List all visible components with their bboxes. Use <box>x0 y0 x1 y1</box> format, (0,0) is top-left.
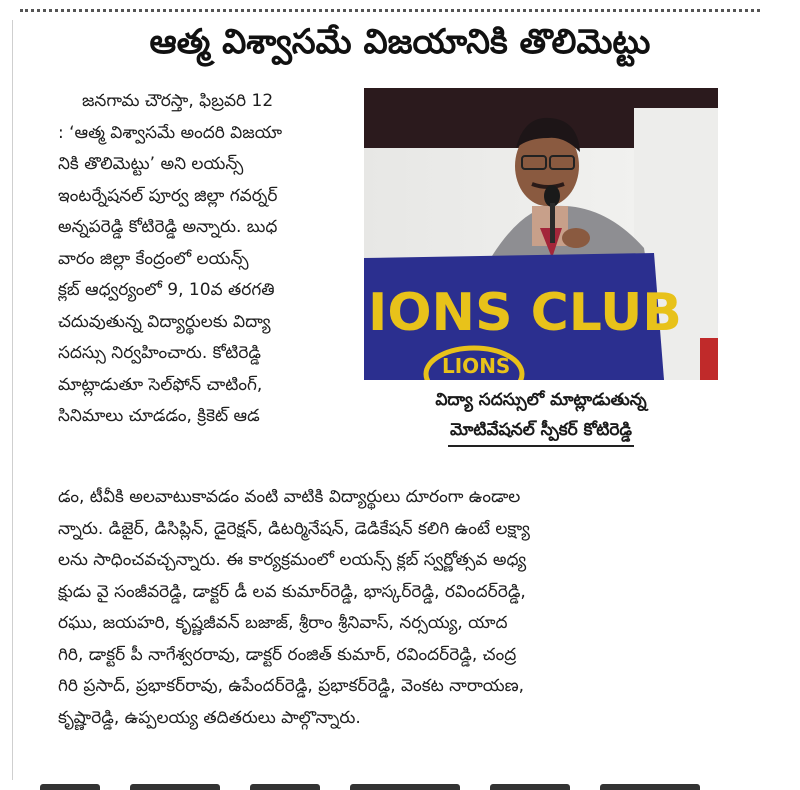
article-body-text <box>58 482 720 734</box>
next-article-fragment <box>0 778 800 790</box>
cut-off-glyph <box>250 784 320 790</box>
photo-caption <box>364 385 718 447</box>
article-column-text <box>58 86 354 433</box>
column-line: వారం జిల్లా కేంద్రంలో లయన్స్ <box>58 248 249 269</box>
banner-text: IONS CLUB <box>368 283 682 343</box>
cut-off-glyph <box>490 784 570 790</box>
caption-line: విద్యా సదస్సులో మాట్లాడుతున్న <box>435 390 647 410</box>
column-line: సదస్సు నిర్వహించారు. కోటిరెడ్డి <box>58 343 262 363</box>
column-line: నికి తొలిమెట్టు’ అని లయన్స్ <box>58 154 244 174</box>
emblem-text: LIONS <box>442 354 511 378</box>
column-line: క్లబ్ ఆధ్వర్యంలో 9, 10వ తరగతి <box>58 280 275 300</box>
article-headline: ఆత్మ విశ్వాసమే విజయానికి తొలిమెట్టు <box>149 22 651 62</box>
body-line: డం, టీవీకి అలవాటుకావడం వంటి వాటికి విద్యార్థులు దూరంగా ఉండాల <box>58 487 521 507</box>
body-line: గిరి ప్రసాద్, ప్రభాకర్‌రావు, ఉపేందర్‌రెడ్డి, ప్రభాకర్‌రెడ్డి, వెంకట నారాయణ, <box>58 676 525 696</box>
speaker-photo-illustration <box>364 88 718 380</box>
column-line: చదువుతున్న విద్యార్థులకు విద్యా <box>58 311 271 332</box>
article-photo <box>364 88 718 380</box>
column-line: ఇంటర్నేషనల్ పూర్వ జిల్లా గవర్నర్ <box>58 185 278 206</box>
column-line: సినిమాలు చూడడం, క్రికెట్ ఆడ <box>58 406 260 426</box>
body-line: కృష్ణారెడ్డి, ఉప్పలయ్య తదితరులు పాల్గొన్నారు. <box>58 707 361 728</box>
column-line: జనగామ చౌరస్తా, ఫిబ్రవరి 12 <box>82 91 274 111</box>
column-line: : ‘ఆత్మ విశ్వాసమే అందరి విజయా <box>58 122 283 143</box>
cut-off-glyph <box>40 784 100 790</box>
cut-off-glyph <box>130 784 220 790</box>
column-line: అన్నపరెడ్డి కోటిరెడ్డి అన్నారు. బుధ <box>58 217 278 237</box>
caption-line: మోటివేషనల్ స్పీకర్ కోటిరెడ్డి <box>448 415 634 447</box>
cut-off-glyph <box>350 784 460 790</box>
column-divider <box>12 20 13 780</box>
cut-off-glyph <box>600 784 700 790</box>
body-line: లను సాధించవచ్చన్నారు. ఈ కార్యక్రమంలో లయన్స్ క్లబ్ స్వర్ణోత్సవ అధ్య <box>58 550 527 570</box>
body-line: రఘు, జయహరి, కృష్ణజీవన్ బజాజ్, శ్రీరాం శ్రీనివాస్, నర్సయ్య, యాద <box>58 613 508 633</box>
previous-article-fragment <box>0 0 800 14</box>
column-line: మాట్లాడుతూ సెల్‌ఫోన్ చాటింగ్, <box>58 374 263 395</box>
body-line: గిరి, డాక్టర్ పీ నాగేశ్వరరావు, డాక్టర్ రంజిత్ కుమార్, రవిందర్‌రెడ్డి, చంద్ర <box>58 644 517 665</box>
body-line: న్నారు. డిజైర్, డిసిప్లిన్, డైరెక్షన్, డిటర్మినేషన్, డెడికేషన్ కలిగి ఉంటే లక్ష్యా <box>58 518 530 539</box>
body-line: క్షుడు వై సంజీవరెడ్డి, డాక్టర్ డీ లవ కుమార్‌రెడ్డి, భాస్కర్‌రెడ్డి, రవిందర్‌రెడ్డి, <box>58 581 526 602</box>
cut-off-text <box>20 3 760 12</box>
